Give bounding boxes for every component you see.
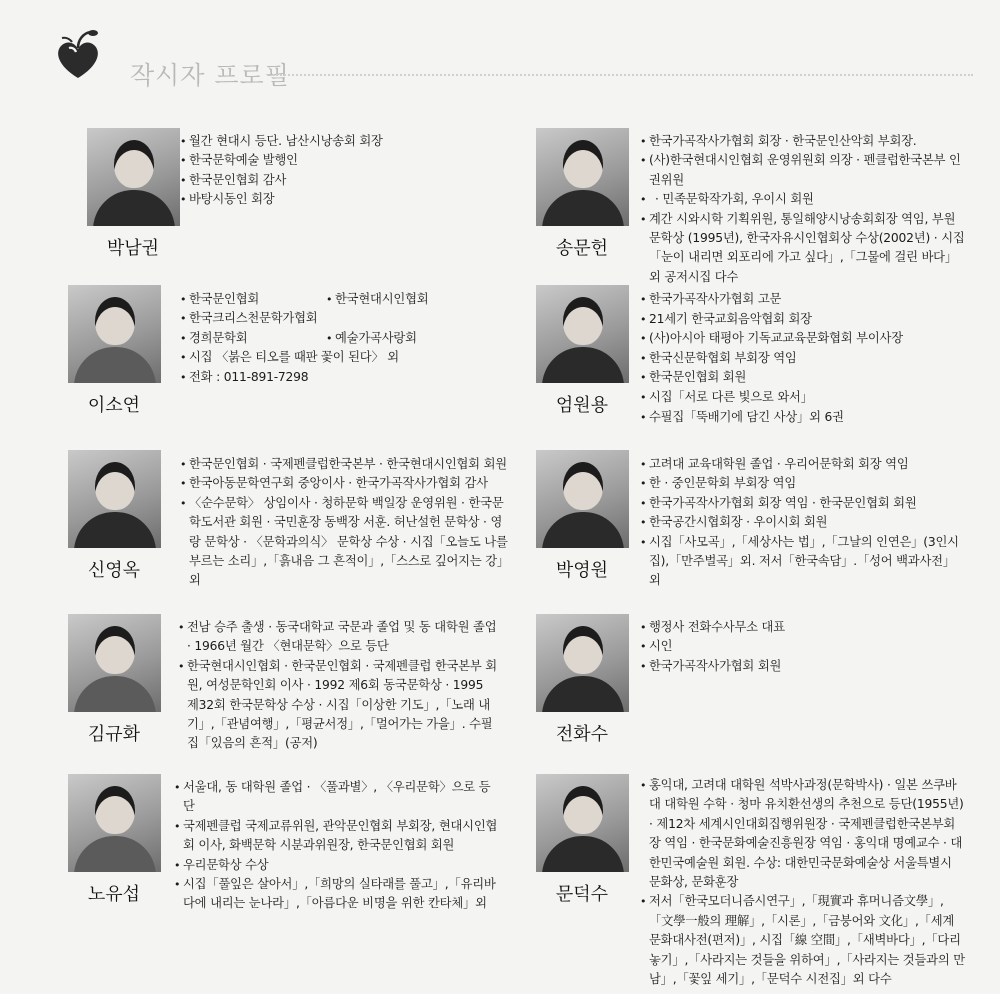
profile-details	[640, 132, 965, 287]
detail-line: • 한국공간시협회장 · 우이시회 회원	[640, 513, 965, 532]
profile-details	[640, 618, 960, 676]
detail-line: • 한국현대시인협회	[326, 290, 476, 309]
detail-line: • 한국가곡작사가협회 회장 역임 · 한국문인협회 회원	[640, 494, 965, 513]
detail-line: • · 민족문학작가회, 우이시 회원	[640, 190, 965, 209]
detail-line: • 한국문학예술 발행인	[180, 151, 500, 170]
page-header	[48, 28, 978, 88]
profile-details	[640, 455, 965, 591]
detail-line: • 한국가곡작사가협회 회원	[640, 657, 960, 676]
profile-details	[180, 132, 500, 210]
profile-details	[174, 778, 500, 914]
portrait-photo	[536, 774, 629, 872]
author-name: 이소연	[87, 395, 141, 416]
portrait-photo	[87, 128, 180, 226]
detail-line: • 전화 : 011-891-7298	[180, 368, 476, 387]
author-name: 송문헌	[555, 238, 609, 259]
detail-line: • 한국문인협회 감사	[180, 171, 500, 190]
detail-line: • (사)한국현대시인협회 운영위원회 의장 · 펜클럽한국본부 인권위원	[640, 151, 965, 190]
detail-line: • 경희문학회	[180, 329, 326, 348]
detail-line: • 한국크리스천문학가협회	[180, 309, 326, 328]
detail-line: • 한국문인협회 · 국제펜클럽한국본부 · 한국현대시인협회 회원	[180, 455, 510, 474]
detail-line: • 서울대, 동 대학원 졸업 · 〈풀과별〉, 〈우리문학〉으로 등단	[174, 778, 500, 817]
detail-line: • 한국가곡작사가협회 고문	[640, 290, 965, 310]
detail-line: • 한국문인협회 회원	[640, 368, 965, 388]
detail-line: • 수필집「뚝배기에 담긴 사상」외 6권	[640, 408, 965, 428]
detail-line: • 전남 승주 출생 · 동국대학교 국문과 졸업 및 동 대학원 졸업 · 1966년 월간 〈현대문학〉으로 등단	[178, 618, 498, 657]
heart-leaf-logo-icon	[48, 28, 108, 84]
detail-line: • 한국가곡작사가협회 회장 · 한국문인산악회 부회장.	[640, 132, 965, 151]
portrait-photo	[68, 774, 161, 872]
page-title: 작시자 프로필	[130, 61, 290, 90]
portrait-photo	[536, 450, 629, 548]
detail-line: • 예술가곡사랑회	[326, 329, 476, 348]
detail-line: • 바탕시동인 회장	[180, 190, 500, 209]
detail-line: • 시인	[640, 637, 960, 656]
portrait-photo	[536, 128, 629, 226]
author-name: 문덕수	[555, 884, 609, 905]
detail-line: • 시집「풀잎은 살아서」,「희망의 실타래를 풀고」,「유리바다에 내리는 눈나라」,「아름다운 비명을 위한 칸타체」외	[174, 875, 500, 914]
author-name: 김규화	[87, 724, 141, 745]
detail-line: • (사)아시아 태평아 기독교교육문화협회 부이사장	[640, 329, 965, 349]
portrait-photo	[68, 614, 161, 712]
detail-line: • 한국아동문학연구회 중앙이사 · 한국가곡작사가협회 감사	[180, 474, 510, 493]
author-name: 박남권	[106, 238, 160, 259]
profile-details	[640, 290, 965, 427]
detail-line: • 한국신문학협회 부회장 역임	[640, 349, 965, 369]
portrait-photo	[68, 450, 161, 548]
detail-line: • 행정사 전화수사무소 대표	[640, 618, 960, 637]
detail-line: • 국제펜클럽 국제교류위원, 관악문인협회 부회장, 현대시인협회 이사, 화백문학 시분과위원장, 한국문인협회 회원	[174, 817, 500, 856]
detail-line: • 21세기 한국교회음악협회 회장	[640, 310, 965, 330]
author-name: 노유섭	[87, 884, 141, 905]
detail-line: • 한국현대시인협회 · 한국문인협회 · 국제펜클럽 한국본부 회원, 여성문학인회 이사 · 1992 제6회 동국문학상 · 1995 제32회 한국문학상 수상 · 시집「이상한 기도」,「노래 내기」,「관념여행」,「평균서정」,「멀어가는 가을」. 수필집「있음의 흔적」(공저)	[178, 657, 498, 754]
detail-line: • 고려대 교육대학원 졸업 · 우리어문학회 회장 역임	[640, 455, 965, 474]
detail-line: • 시집「서로 다른 빛으로 와서」	[640, 388, 965, 408]
detail-line: • 계간 시와시학 기획위원, 통일해양시낭송회회장 역임, 부원문학상 (1995년), 한국자유시인협회상 수상(2002년) · 시집「눈이 내리면 외포리에 가고 싶다」,「그물에 걸린 바다」외 공저시집 다수	[640, 210, 965, 288]
detail-line: • 월간 현대시 등단. 남산시낭송회 회장	[180, 132, 500, 151]
detail-line: • 한국문인협회	[180, 290, 326, 309]
detail-line: • 한 · 중인문학회 부회장 역임	[640, 474, 965, 493]
profile-details	[180, 455, 510, 591]
author-name: 전화수	[555, 724, 609, 745]
detail-line: • 저서「한국모더니즘시연구」,「現實과 휴머니즘文學」,「文學一般의 理解」,「시론」,「금붕어와 文化」,「세계문화대사전(편저)」, 시집「線 空間」,「새벽바다」,「다리놓기」,「사라지는 것들을 위하여」,「사라지는 것들과의 만남」,「꽃잎 세기」,「문덕수 시전집」외 다수	[640, 892, 965, 989]
detail-line: • 〈순수문학〉 상임이사 · 청하문학 백일장 운영위원 · 한국문학도서관 회원 · 국민훈장 동백장 서훈. 허난설헌 문학상 · 영랑 문학상 · 〈문학과의식〉 문학상 수상 · 시집「오늘도 나를 부르는 소리」,「흙내음 그 흔적이」,「스스로 깊어지는 강」외	[180, 494, 510, 591]
portrait-photo	[68, 285, 161, 383]
author-name: 신영옥	[87, 560, 141, 581]
detail-line: • 시집 〈붉은 티오를 때판 꽃이 된다〉 외	[180, 348, 476, 367]
profile-details	[180, 290, 480, 387]
author-name: 엄원용	[555, 395, 609, 416]
profile-details	[640, 776, 965, 989]
detail-line: • 시집「사모곡」,「세상사는 법」,「그날의 인연은」(3인시집),「만주벌곡」외. 저서「한국속담」.「성어 백과사전」외	[640, 533, 965, 591]
profile-details	[178, 618, 498, 754]
portrait-photo	[536, 285, 629, 383]
portrait-photo	[536, 614, 629, 712]
header-dotted-divider	[273, 74, 973, 76]
author-name: 박영원	[555, 560, 609, 581]
detail-line: • 우리문학상 수상	[174, 856, 500, 875]
detail-line: • 홍익대, 고려대 대학원 석박사과정(문학박사) · 일본 쓰쿠바대 대학원 수학 · 청마 유치환선생의 추천으로 등단(1955년) · 제12차 세계시인대회집행위원장 · 국제펜클럽한국본부회장 역임 · 한국문화예술진흥원장 역임 · 홍익대 명예교수 · 대한민국예술원 회원. 수상: 대한민국문화예술상 서울특별시 문화상, 문화훈장	[640, 776, 965, 892]
